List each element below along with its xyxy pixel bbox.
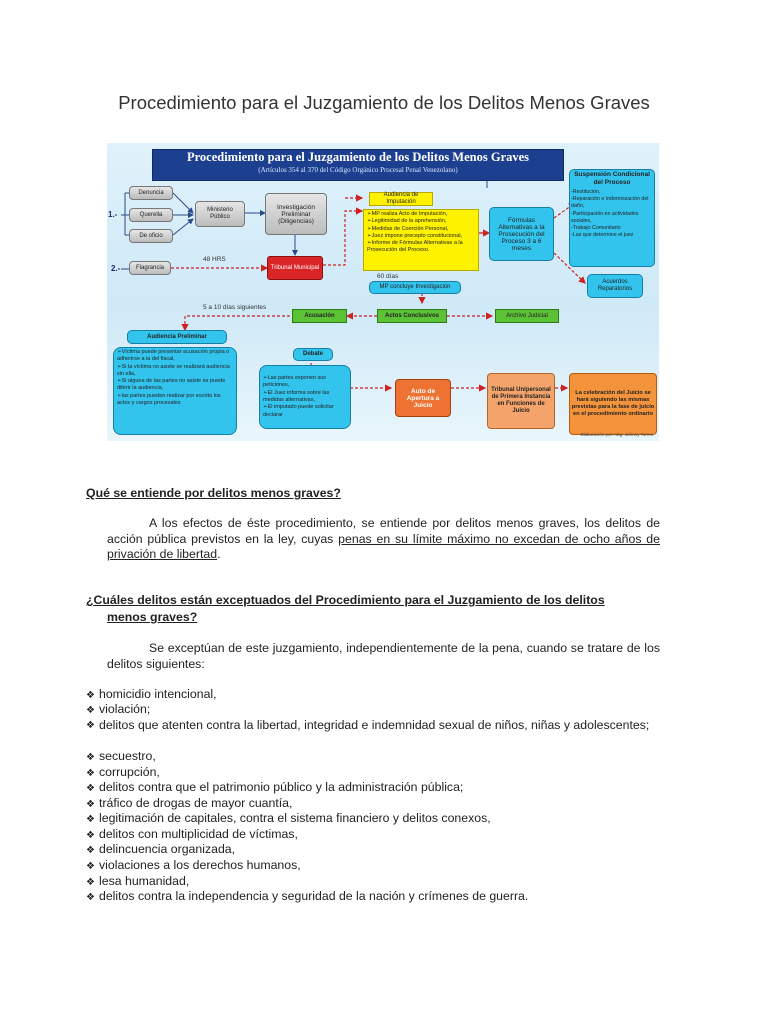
- list-item: ❖ secuestro,: [86, 749, 666, 766]
- list-item: ➢ MP realiza Acto de Imputación,: [367, 211, 477, 218]
- section2-intro: Se exceptúan de este juzgamiento, independientemente de la pena, cuando se tratare de los delitos siguientes:: [107, 641, 660, 671]
- list-item: ➢ Medidas de Coerción Personal,: [367, 226, 477, 233]
- list-item: ❖ tráfico de drogas de mayor cuantía,: [86, 796, 666, 813]
- acusacion-box: Acusación: [292, 309, 347, 323]
- imputacion-list: [365, 211, 477, 255]
- audiencia-imputacion-header: Audiencia de Imputación: [369, 192, 433, 206]
- list-item: ➢ Víctima puede presentar acusación propia o adherirse a la del fiscal,: [117, 349, 235, 364]
- list-item: -Reparación e Indemnización del daño,: [571, 196, 649, 210]
- diamond-bullet-icon: ❖: [86, 877, 95, 888]
- diagram-title: Procedimiento para el Juzgamiento de los Delitos Menos Graves (Artículos 354 al 370 del Código Orgánico Procesal Penal Venezolano): [152, 149, 564, 181]
- section1-question: Qué se entiende por delitos menos graves?: [86, 486, 341, 500]
- list-item: -Participación en actividades sociales,: [571, 210, 639, 224]
- row1-label: 1.-: [108, 210, 118, 219]
- diamond-bullet-icon: ❖: [86, 690, 95, 701]
- list-item: ❖ homicidio intencional,: [86, 687, 666, 704]
- audiencia-preliminar-box: [113, 347, 237, 435]
- diamond-bullet-icon: ❖: [86, 752, 95, 763]
- diamond-bullet-icon: ❖: [86, 783, 95, 794]
- diamond-bullet-icon: ❖: [86, 845, 95, 856]
- querella-box: Querella: [129, 208, 173, 222]
- section1-paragraph: A los efectos de éste procedimiento, se entiende por delitos menos graves, los delitos de acción pública previstos en la ley, cuyas penas en su límite máximo no excedan de ocho años de privación de libertad.: [107, 516, 660, 561]
- debate-header: Debate: [293, 348, 333, 361]
- list-item: ❖ corrupción,: [86, 765, 666, 782]
- list-item: ➢ Las partes exponen sus peticiones,: [263, 375, 349, 390]
- diamond-bullet-icon: ❖: [86, 814, 95, 825]
- hrs-label: 48 HRS: [203, 256, 226, 263]
- list-item: -Restitución,: [571, 189, 601, 195]
- list-item: ➢ Juez impone precepto constitucional,: [367, 233, 477, 240]
- diamond-bullet-icon: ❖: [86, 705, 95, 716]
- list-item: -Trabajo Comunitario: [571, 225, 621, 232]
- ministerio-publico-box: Ministerio Público: [195, 201, 245, 227]
- formulas-alternativas-box: Fórmulas Alternativas a la Prosecución del Proceso 3 a 6 meses: [489, 207, 554, 261]
- denuncia-box: Denuncia: [129, 186, 173, 200]
- audiencia-preliminar-header: Audiencia Preliminar: [127, 330, 227, 344]
- section1-underlined-text: penas en su límite máximo no excedan de ocho años de privación de libertad: [107, 531, 660, 561]
- actos-conclusivos-box: Actos Conclusivos: [377, 309, 447, 323]
- list-item: ❖ delitos contra la independencia y seguridad de la nación y crímenes de guerra.: [86, 889, 666, 906]
- celebracion-juicio-box: La celebración del Juicio se hará siguiendo las mismas previstas para la fase de juicio en el procedimiento ordinario: [569, 373, 657, 435]
- de-oficio-box: De oficio: [129, 229, 173, 243]
- row2-label: 2.-: [111, 264, 121, 273]
- procedure-flowchart: [107, 143, 659, 441]
- list-item: ➢ Si alguna de las partes no asiste se puede diferir la audiencia,: [117, 378, 235, 393]
- list-item: ➢ Informe de Fórmulas Alternativas a la Prosecución del Proceso.: [367, 240, 477, 255]
- list-item: ❖ delitos que atenten contra la libertad, integridad e indemnidad sexual de niños, niñas y adolescentes;: [86, 718, 650, 732]
- list-item: ❖ violación;: [86, 702, 666, 719]
- acuerdos-reparatorios-box: Acuerdos Reparatorios: [587, 274, 643, 298]
- diamond-bullet-icon: ❖: [86, 892, 95, 903]
- list-item: -Las que determine el juez: [571, 232, 634, 239]
- diamond-bullet-icon: ❖: [86, 768, 95, 779]
- list-item: ➢ Legitimidad de la aprehensión,: [367, 218, 477, 225]
- auto-apertura-box: Auto de Apertura a Juicio: [395, 379, 451, 417]
- list-item: ❖ delitos con multiplicidad de víctimas,: [86, 827, 666, 844]
- plazo-label: 5 a 10 días siguientes: [203, 304, 267, 311]
- list-item: ❖ lesa humanidad,: [86, 874, 666, 891]
- diamond-bullet-icon: ❖: [86, 720, 95, 731]
- list-item: ➢ El Juez informa sobre las medidas alternativas,: [263, 390, 349, 405]
- page-title: Procedimiento para el Juzgamiento de los Delitos Menos Graves: [118, 92, 650, 113]
- mp-concluye-box: MP concluye Investigación: [369, 281, 461, 294]
- section2-question: ¿Cuáles delitos están exceptuados del Procedimiento para el Juzgamiento de los delitos: [86, 593, 605, 607]
- list-item: ❖ violaciones a los derechos humanos,: [86, 858, 666, 875]
- list-item: ❖ delitos contra que el patrimonio público y la administración pública;: [86, 780, 666, 797]
- list-item: ➢ las partes pueden realizar por escrito los actos y cargos procesales: [117, 393, 235, 408]
- archivo-judicial-box: Archivo Judicial: [495, 309, 559, 323]
- diamond-bullet-icon: ❖: [86, 861, 95, 872]
- section2-question-cont: menos graves?: [107, 610, 198, 624]
- list-item: ➢ Si la víctima no asiste se realizará audiencia sin ella,: [117, 364, 235, 379]
- diagram-credit: Elaboración por: Abg. Johnny Torres: [580, 432, 653, 437]
- debate-list: [261, 375, 349, 419]
- sesenta-dias-label: 60 días: [377, 273, 399, 280]
- tribunal-unipersonal-box: Tribunal Unipersonal de Primera Instancia en Funciones de Juicio: [487, 373, 555, 429]
- suspension-title: Suspensión Condicional del Proceso: [574, 171, 650, 186]
- list-item: ❖ delincuencia organizada,: [86, 842, 666, 859]
- flagrancia-box: Flagrancia: [129, 261, 171, 275]
- list-item: ❖ legitimación de capitales, contra el sistema financiero y delitos conexos,: [86, 811, 666, 828]
- suspension-list: [571, 189, 653, 239]
- debate-box: [259, 365, 351, 429]
- audiencia-imputacion-box: [363, 209, 479, 271]
- list-item: ➢ El imputado puede solicitar declarar: [263, 404, 349, 419]
- investigacion-preliminar-box: Investigación Preliminar (Diligencias): [265, 193, 327, 235]
- tribunal-municipal-box: Tribunal Municipal: [267, 256, 323, 280]
- diamond-bullet-icon: ❖: [86, 830, 95, 841]
- suspension-condicional-box: [569, 169, 655, 267]
- preliminar-list: [115, 349, 235, 407]
- diamond-bullet-icon: ❖: [86, 799, 95, 810]
